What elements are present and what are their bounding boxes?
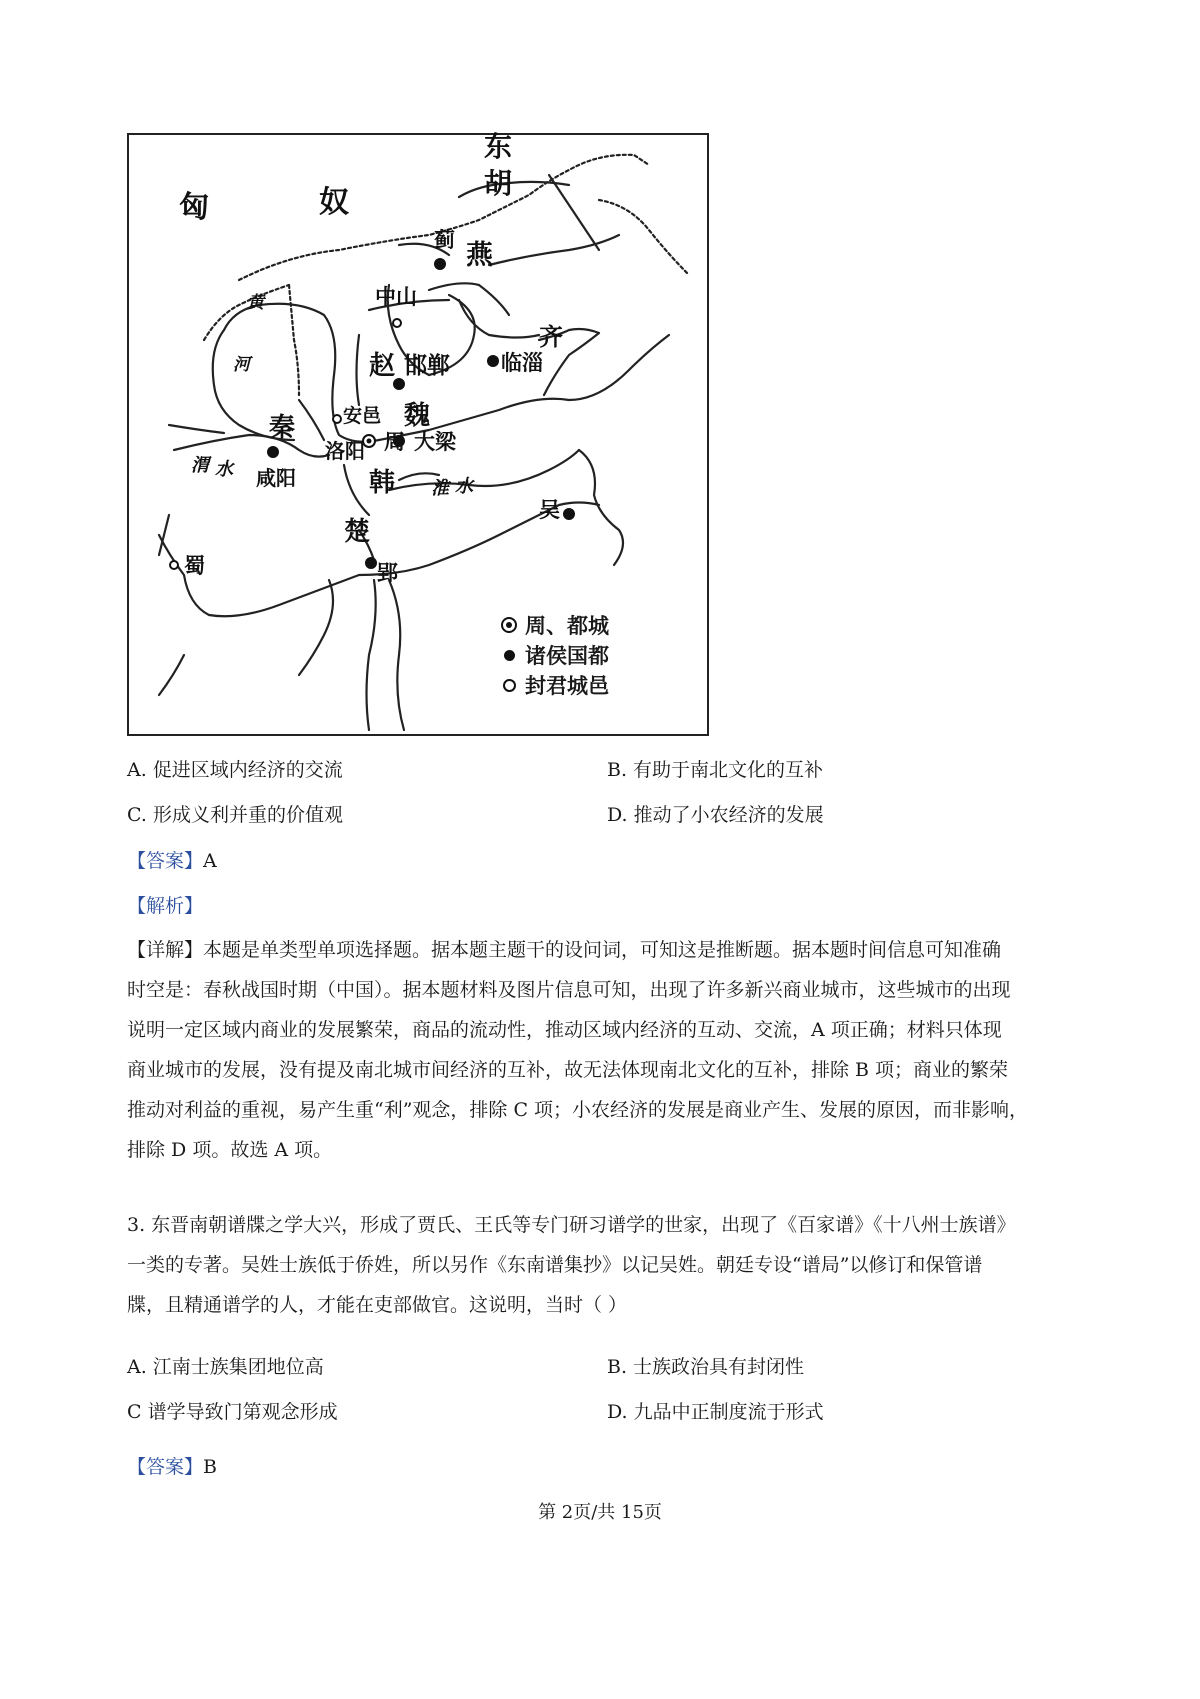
q3-answer [127, 1458, 217, 1477]
detail-line: 排除 D 项。故选 A 项。 [127, 1139, 333, 1161]
capital-icon [501, 617, 517, 633]
map-label-qi: 齐 [539, 323, 563, 351]
map-label-han: 韩 [369, 468, 396, 498]
map-label-weishui-1: 渭 [191, 455, 209, 476]
answer-tag: 【答案】 [127, 1456, 204, 1478]
stem-line: 牒，且精通谱学的人，才能在吏部做官。这说明，当时（ ） [127, 1294, 628, 1316]
map-label-xiongnu-1: 匈 [179, 190, 209, 225]
detail-line: 商业城市的发展，没有提及南北城市间经济的互补，故无法体现南北文化的互补，排除 B 项；商业的繁荣 [127, 1059, 1009, 1081]
q3-option-c: C 谱学导致门第观念形成 [127, 1401, 338, 1423]
q3-option-b: B. 士族政治具有封闭性 [607, 1356, 805, 1378]
q2-option-a: A. 促进区域内经济的交流 [127, 759, 343, 781]
detail-line: 说明一定区域内商业的发展繁荣，商品的流动性，推动区域内经济的互动、交流，A 项正确；材料只体现 [127, 1019, 1002, 1041]
map-label-donghu-2: 胡 [484, 167, 513, 200]
q2-detail [127, 930, 1087, 1170]
map-label-huanghe-2: 河 [233, 355, 250, 375]
map-label-shu: 蜀 [184, 554, 205, 578]
map-label-wei: 魏 [404, 401, 431, 431]
map-label-daliang: 大梁 [414, 430, 456, 454]
legend-state-capital: 诸侯国都 [499, 640, 609, 670]
xianyang-city-dot [267, 446, 279, 458]
warring-states-map [127, 130, 709, 736]
state-capital-icon [504, 650, 515, 661]
q3-stem [127, 1205, 1087, 1325]
stem-line: 3. 东晋南朝谱牒之学大兴，形成了贾氏、王氏等专门研习谱学的世家，出现了《百家谱》《十八州士族谱》 [127, 1214, 1016, 1236]
linzi-city-dot [487, 355, 499, 367]
map-label-qin: 秦 [269, 413, 296, 443]
map-label-yan: 燕 [466, 240, 493, 271]
map-label-huanghe-1: 黄 [247, 293, 264, 313]
map-label-luoyang: 洛阳 [325, 439, 365, 463]
q3-option-d: D. 九品中正制度流于形式 [607, 1401, 824, 1423]
wei-river [174, 435, 329, 457]
map-label-zhongshan: 中山 [375, 285, 417, 309]
map-label-wu: 吴 [539, 498, 560, 522]
map-label-anyi: 安邑 [343, 405, 382, 427]
ji-city-dot [434, 258, 446, 270]
answer-value: B [203, 1456, 217, 1478]
ying-city-dot [365, 557, 377, 569]
map-label-huaishui-1: 淮 [431, 478, 449, 499]
map-label-xianyang: 咸阳 [256, 466, 296, 490]
q2-option-d: D. 推动了小农经济的发展 [607, 804, 824, 826]
map-label-weishui-2: 水 [215, 459, 233, 480]
q2-option-c: C. 形成义利并重的价值观 [127, 804, 343, 826]
wu-city-dot [563, 508, 575, 520]
anyi-city-dot [333, 415, 341, 423]
legend-fief: 封君城邑 [499, 670, 609, 700]
detail-line: 推动对利益的重视，易产生重“利”观念，排除 C 项；小农经济的发展是商业产生、发展的原因，而非影响， [127, 1099, 1029, 1121]
map-label-ji: 蓟 [434, 228, 455, 252]
q3-option-a: A. 江南士族集团地位高 [127, 1356, 324, 1378]
map-label-chu: 楚 [344, 517, 371, 547]
q2-option-b: B. 有助于南北文化的互补 [607, 759, 824, 781]
q2-analysis-heading [127, 897, 203, 916]
detail-line: 时空是：春秋战国时期（中国）。据本题材料及图片信息可知，出现了许多新兴商业城市，这些城市的出现 [127, 979, 1011, 1001]
map-label-linzi: 临淄 [501, 351, 543, 375]
answer-tag: 【答案】 [127, 850, 204, 872]
huai-river [389, 450, 579, 490]
analysis-tag: 【解析】 [127, 895, 204, 917]
map-label-handan: 邯郸 [404, 353, 450, 379]
map-label-ying: 郢 [377, 561, 398, 585]
map-label-donghu-1: 东 [484, 130, 513, 163]
fief-icon [503, 679, 516, 692]
yangtze-river [159, 503, 599, 617]
map-label-huaishui-2: 水 [455, 476, 473, 497]
legend-capital: 周、都城 [499, 610, 609, 640]
q2-answer [127, 852, 217, 871]
zhongshan-city-dot [393, 319, 401, 327]
map-label-zhao: 赵 [369, 351, 396, 381]
map-label-zhou: 周 [384, 430, 405, 454]
shu-city-dot [170, 561, 178, 569]
detail-tag: 【详解】 [127, 939, 204, 961]
stem-line: 一类的专著。吴姓士族低于侨姓，所以另作《东南谱集抄》以记吴姓。朝廷专设“谱局”以修订和保管谱 [127, 1254, 983, 1276]
page-footer: 第 2页/共 15页 [538, 1502, 662, 1523]
answer-value: A [203, 850, 217, 872]
detail-line: 【详解】本题是单类型单项选择题。据本题主题干的设问词，可知这是推断题。据本题时间信息可知准确 [127, 939, 1002, 961]
map-label-xiongnu-2: 奴 [319, 185, 349, 220]
